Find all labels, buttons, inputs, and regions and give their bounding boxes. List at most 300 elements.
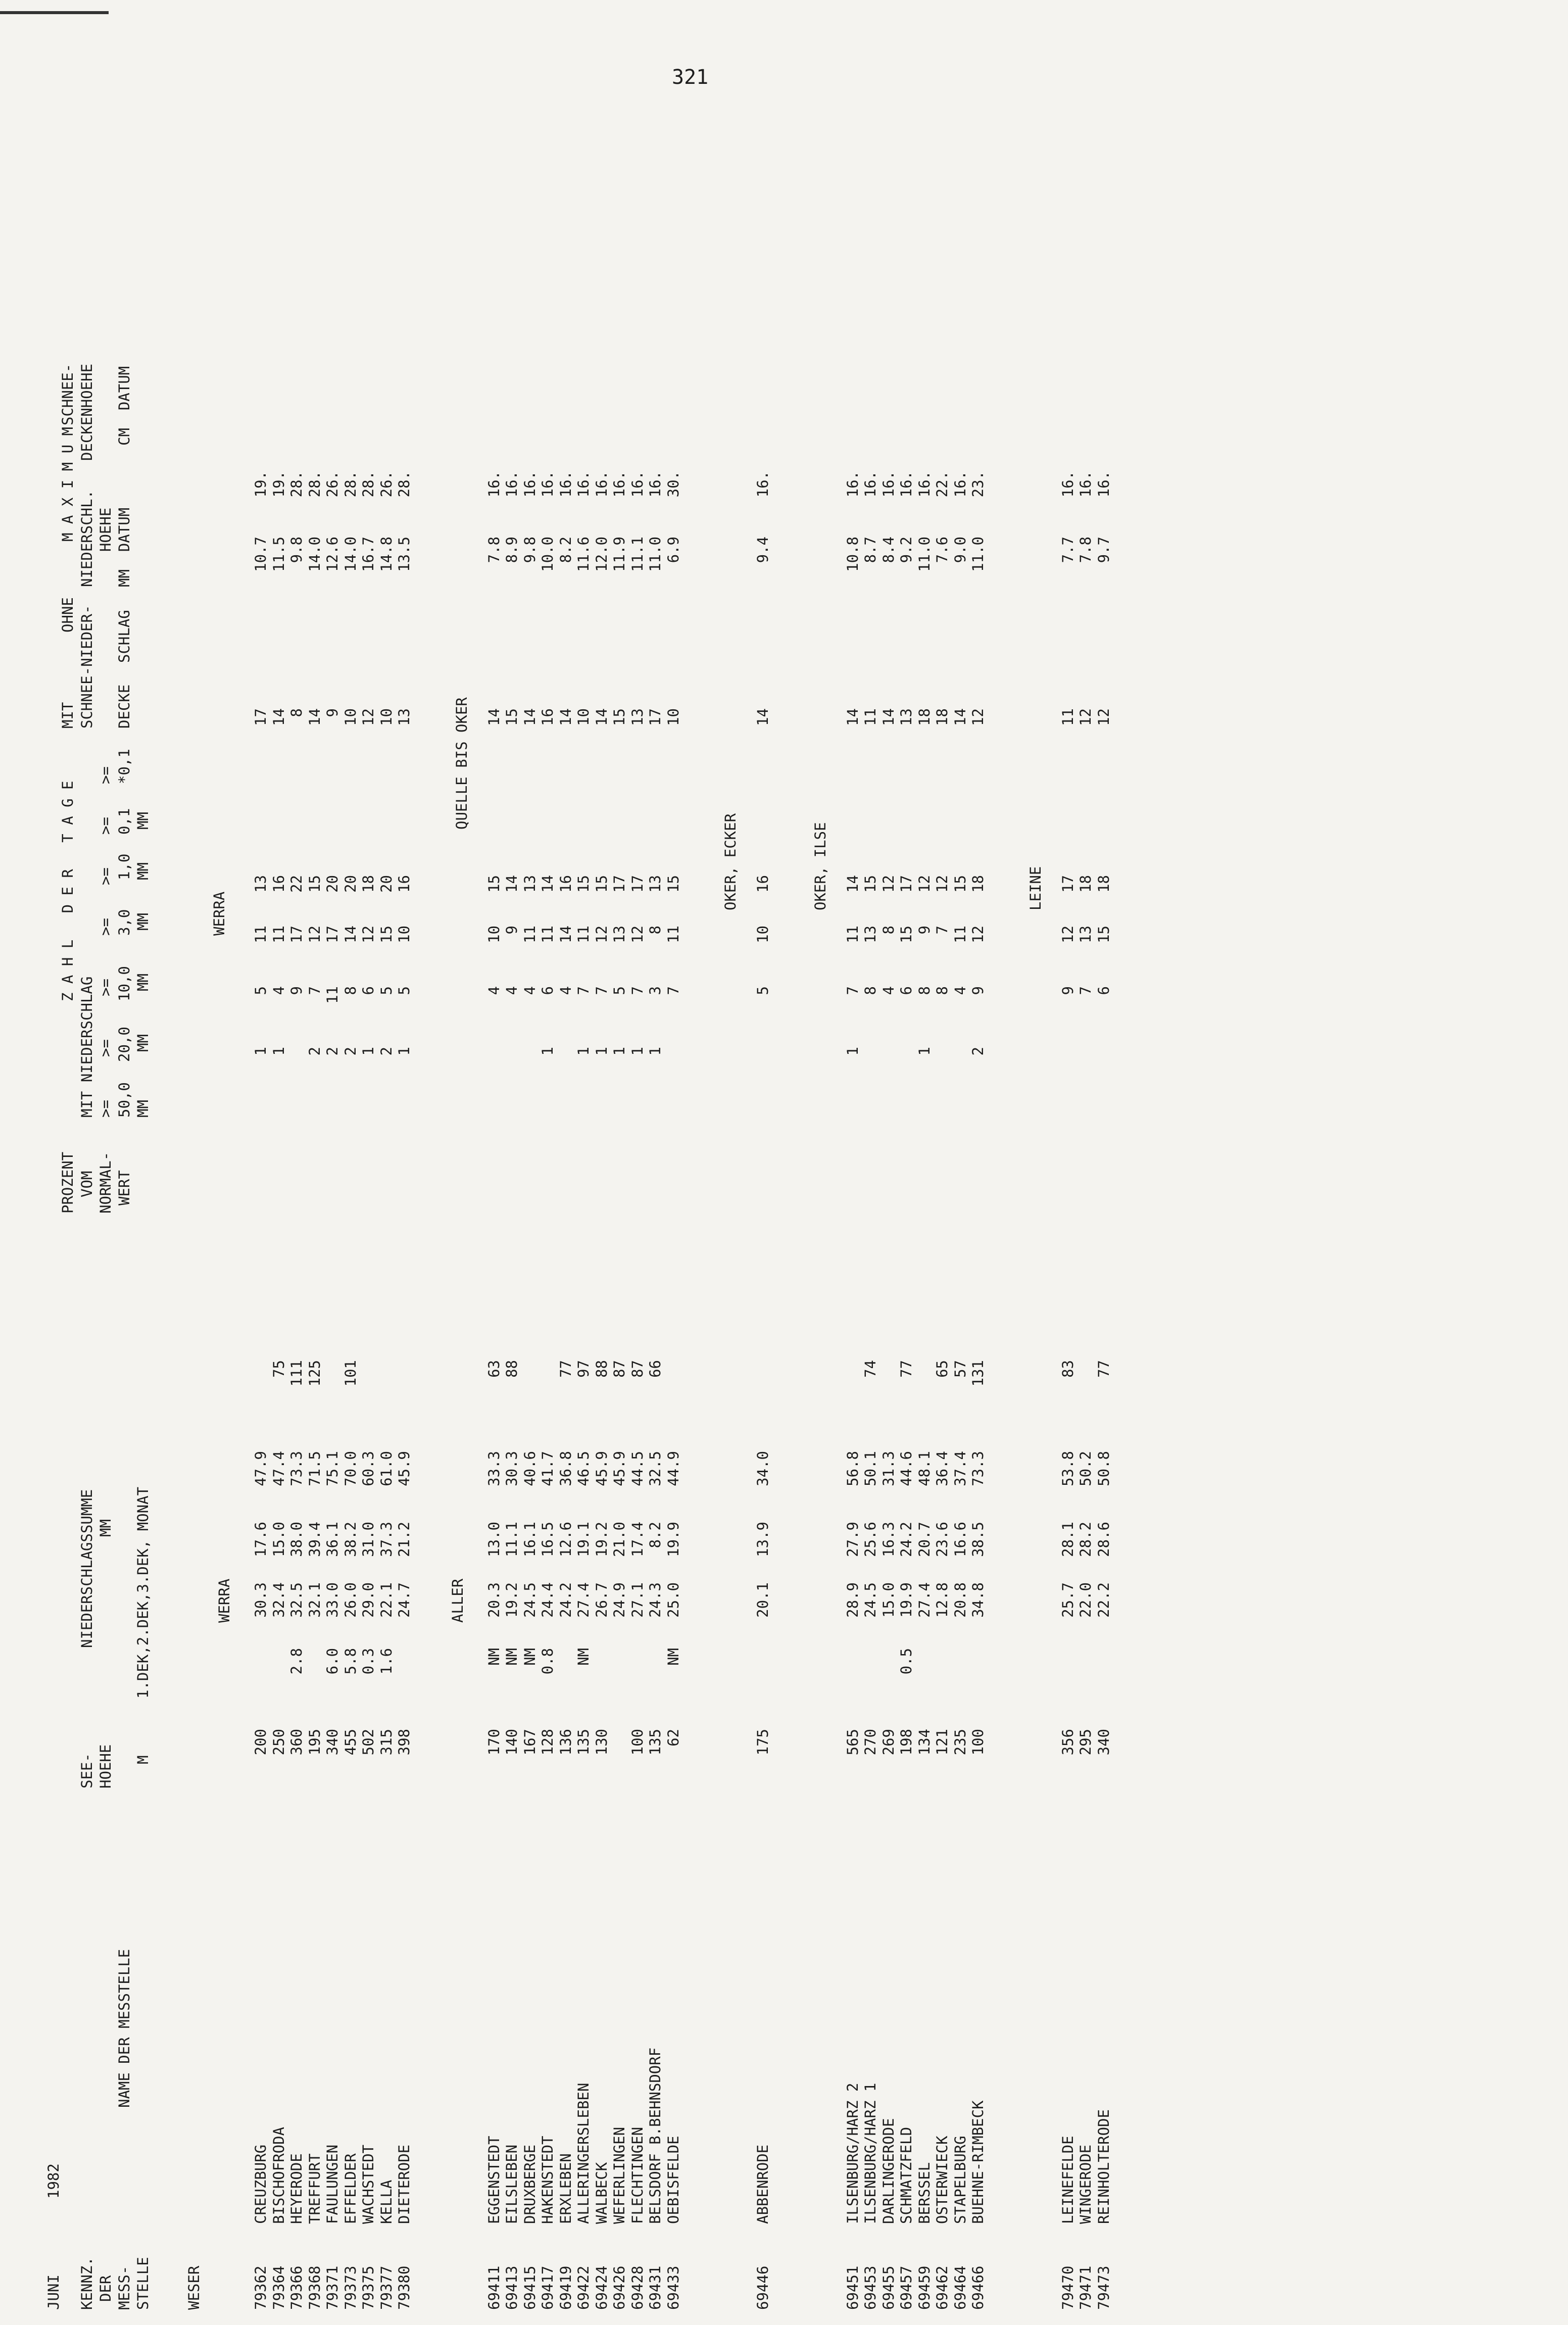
cell-ohne-schnee: 18 [934, 708, 951, 726]
prozent-header-3: NORMAL- [97, 1151, 114, 1214]
cell-max-mm: 8.4 [879, 537, 897, 563]
cell-ge1: 17 [1059, 875, 1076, 893]
cell-max-mm: 9.7 [1095, 537, 1112, 563]
cell-see-hoehe: 140 [503, 1729, 520, 1756]
cell-dek3: 39.4 [306, 1522, 323, 1557]
cell-ohne-schnee: 12 [360, 708, 377, 726]
cell-ge3: 17 [288, 926, 305, 943]
threshold-op-5: >= [97, 867, 114, 885]
group-title: WERRA [216, 1578, 233, 1623]
max-schnee-header: SCHNEE- [59, 363, 76, 425]
cell-dek2: 30.3 [252, 1582, 269, 1618]
cell-monat: 61.0 [377, 1451, 395, 1486]
cell-ge10: 8 [341, 986, 359, 995]
cell-monat: 47.9 [252, 1451, 269, 1486]
cell-ge3: 13 [862, 926, 879, 943]
year-label: 1982 [45, 2163, 62, 2199]
kennz-header-4: STELLE [134, 2257, 152, 2310]
niederschlag-header-1: NIEDERSCHLAGSSUMME [78, 1489, 95, 1648]
cell-see-hoehe: 340 [324, 1729, 341, 1756]
cell-see-hoehe: 198 [898, 1729, 915, 1756]
cell-ge3: 17 [324, 926, 341, 943]
cell-ohne-schnee: 13 [898, 708, 915, 726]
cell-dek2: 22.2 [1095, 1582, 1112, 1618]
cell-dek3: 23.6 [934, 1522, 951, 1557]
cell-ge10: 6 [360, 986, 377, 995]
cell-prozent: 77 [1095, 1360, 1112, 1378]
cell-ge1: 20 [377, 875, 395, 893]
cell-ge1: 15 [951, 875, 969, 893]
cell-dek3: 21.2 [396, 1522, 413, 1557]
see-header-2: HOEHE [97, 1744, 114, 1788]
cell-dek3: 19.1 [575, 1522, 592, 1557]
cell-ge10: 4 [879, 986, 897, 995]
threshold-op-3: >= [97, 979, 114, 996]
cell-ge10: 8 [862, 986, 879, 995]
cell-ge20: 2 [969, 1047, 987, 1056]
cell-kennz: 79364 [270, 2265, 287, 2310]
cell-ge1: 13 [647, 875, 664, 893]
cell-max-datum: 16. [879, 471, 897, 498]
cell-max-datum: 16. [503, 471, 520, 498]
cell-max-mm: 9.8 [288, 537, 305, 563]
cell-kennz: 79371 [324, 2265, 341, 2310]
cell-max-datum: 16. [539, 471, 556, 498]
cell-ge1: 14 [503, 875, 520, 893]
cell-prozent: 125 [306, 1360, 323, 1387]
cell-name: BUEHNE-RIMBECK [969, 2100, 987, 2224]
cell-dek2: 26.7 [593, 1582, 610, 1618]
cell-dek1: 0.8 [539, 1648, 556, 1675]
cell-ge1: 15 [485, 875, 503, 893]
threshold-unit-6: MM [134, 812, 152, 830]
cell-name: WALBECK [593, 2162, 610, 2224]
cell-see-hoehe: 356 [1059, 1729, 1076, 1756]
cell-ohne-schnee: 14 [306, 708, 323, 726]
cell-prozent: 87 [611, 1360, 628, 1378]
cell-see-hoehe: 340 [1095, 1729, 1112, 1756]
cell-kennz: 69446 [754, 2265, 771, 2310]
cell-monat: 50.1 [862, 1451, 879, 1486]
cell-name: EFFELDER [341, 2153, 359, 2224]
cell-dek2: 20.3 [485, 1582, 503, 1618]
cell-monat: 44.9 [664, 1451, 682, 1486]
cell-name: BELSDORF B.BEHNSDORF [647, 2047, 664, 2224]
cell-max-datum: 16. [575, 471, 592, 498]
cell-ge1: 18 [1095, 875, 1112, 893]
max-cm-datum-header: CM DATUM [116, 366, 133, 446]
cell-ge3: 10 [396, 926, 413, 943]
cell-ge10: 4 [557, 986, 574, 995]
cell-monat: 30.3 [503, 1451, 520, 1486]
cell-ge10: 8 [934, 986, 951, 995]
cell-ohne-schnee: 11 [1059, 708, 1076, 726]
cell-prozent: 57 [951, 1360, 969, 1378]
cell-dek3: 25.6 [862, 1522, 879, 1557]
cell-ge3: 11 [844, 926, 861, 943]
cell-dek3: 19.2 [593, 1522, 610, 1557]
cell-max-mm: 11.0 [915, 537, 933, 572]
cell-max-datum: 26. [377, 471, 395, 498]
cell-ge1: 14 [539, 875, 556, 893]
cell-dek3: 12.6 [557, 1522, 574, 1557]
cell-monat: 46.5 [575, 1451, 592, 1486]
cell-see-hoehe: 134 [915, 1729, 933, 1756]
cell-dek3: 13.9 [754, 1522, 771, 1557]
threshold-value-6: 0,1 [116, 808, 133, 835]
subgroup-title: QUELLE BIS OKER [453, 697, 470, 830]
cell-see-hoehe: 167 [521, 1729, 538, 1756]
cell-name: SCHMATZFELD [898, 2126, 915, 2224]
cell-dek1: 6.0 [324, 1648, 341, 1675]
cell-dek1: 0.3 [360, 1648, 377, 1675]
cell-ge20: 1 [360, 1047, 377, 1056]
cell-ge1: 22 [288, 875, 305, 893]
cell-ge3: 7 [934, 926, 951, 935]
cell-see-hoehe: 235 [951, 1729, 969, 1756]
prozent-header-1: PROZENT [59, 1151, 76, 1214]
threshold-value-2: 20,0 [116, 1027, 133, 1062]
cell-name: OEBISFELDE [664, 2136, 682, 2224]
cell-name: BISCHOFRODA [270, 2126, 287, 2224]
cell-dek1: 0.5 [898, 1648, 915, 1675]
cell-monat: 44.6 [898, 1451, 915, 1486]
cell-ge1: 12 [879, 875, 897, 893]
cell-dek3: 16.6 [951, 1522, 969, 1557]
decke-header: DECKE [116, 684, 133, 729]
cell-ge1: 15 [306, 875, 323, 893]
cell-name: DARLINGERODE [879, 2118, 897, 2224]
cell-name: DRUXBERGE [521, 2144, 538, 2224]
cell-name: HEYERODE [288, 2153, 305, 2224]
cell-ge10: 6 [1095, 986, 1112, 995]
cell-ge3: 13 [1077, 926, 1094, 943]
cell-dek3: 16.5 [539, 1522, 556, 1557]
cell-dek2: 24.2 [557, 1582, 574, 1618]
cell-monat: 45.9 [396, 1451, 413, 1486]
cell-max-mm: 14.8 [377, 537, 395, 572]
cell-prozent: 75 [270, 1360, 287, 1378]
cell-monat: 53.8 [1059, 1451, 1076, 1486]
cell-name: STAPELBURG [951, 2136, 969, 2224]
cell-ge3: 15 [1095, 926, 1112, 943]
cell-monat: 50.2 [1077, 1451, 1094, 1486]
cell-dek2: 12.8 [934, 1582, 951, 1618]
cell-ge1: 13 [252, 875, 269, 893]
cell-dek1: 5.8 [341, 1648, 359, 1675]
threshold-value-3: 10,0 [116, 966, 133, 1001]
cell-monat: 45.9 [593, 1451, 610, 1486]
cell-prozent: 131 [969, 1360, 987, 1387]
cell-monat: 70.0 [341, 1451, 359, 1486]
max-niederschl-header: NIEDERSCHL. [78, 490, 95, 587]
cell-max-datum: 16. [1059, 471, 1076, 498]
cell-monat: 36.4 [934, 1451, 951, 1486]
cell-dek2: 34.8 [969, 1582, 987, 1618]
see-header-3: M [134, 1755, 152, 1764]
cell-ge20: 1 [915, 1047, 933, 1056]
cell-kennz: 79380 [396, 2265, 413, 2310]
cell-monat: 73.3 [969, 1451, 987, 1486]
cell-ge3: 15 [377, 926, 395, 943]
cell-dek3: 38.2 [341, 1522, 359, 1557]
niederschlag-header-2: MM [97, 1519, 114, 1537]
cell-ohne-schnee: 14 [485, 708, 503, 726]
threshold-op-2: >= [97, 1039, 114, 1057]
cell-ge1: 18 [969, 875, 987, 893]
ohne-header: OHNE [59, 597, 76, 633]
cell-max-mm: 7.6 [934, 537, 951, 563]
cell-ge1: 16 [270, 875, 287, 893]
group-title: ALLER [449, 1578, 466, 1623]
cell-ohne-schnee: 10 [664, 708, 682, 726]
cell-prozent: 88 [593, 1360, 610, 1378]
cell-dek2: 19.2 [503, 1582, 520, 1618]
cell-monat: 45.9 [611, 1451, 628, 1486]
cell-kennz: 79473 [1095, 2265, 1112, 2310]
cell-see-hoehe: 121 [934, 1729, 951, 1756]
cell-dek1: NM [664, 1648, 682, 1666]
cell-max-datum: 16. [611, 471, 628, 498]
cell-monat: 48.1 [915, 1451, 933, 1486]
name-header: NAME DER MESSTELLE [116, 1949, 133, 2108]
cell-ohne-schnee: 11 [862, 708, 879, 726]
threshold-op-7: >= [97, 766, 114, 784]
cell-prozent: 88 [503, 1360, 520, 1378]
cell-ge3: 10 [754, 926, 771, 943]
threshold-value-5: 1,0 [116, 853, 133, 880]
cell-kennz: 69422 [575, 2265, 592, 2310]
cell-ohne-schnee: 17 [252, 708, 269, 726]
zahl-header: Z A H L D E R T A G E [59, 781, 76, 1001]
cell-name: EGGENSTEDT [485, 2136, 503, 2224]
cell-ohne-schnee: 14 [270, 708, 287, 726]
cell-max-datum: 16. [521, 471, 538, 498]
cell-max-mm: 7.8 [1077, 537, 1094, 563]
cell-ge20: 1 [611, 1047, 628, 1056]
cell-ohne-schnee: 18 [915, 708, 933, 726]
cell-ge20: 1 [575, 1047, 592, 1056]
cell-dek2: 20.1 [754, 1582, 771, 1618]
cell-ge20: 2 [341, 1047, 359, 1056]
cell-kennz: 69457 [898, 2265, 915, 2310]
cell-dek1: 1.6 [377, 1648, 395, 1675]
cell-name: CREUZBURG [252, 2144, 269, 2224]
cell-ge20: 2 [306, 1047, 323, 1056]
cell-ge10: 4 [951, 986, 969, 995]
cell-ge1: 15 [575, 875, 592, 893]
cell-ohne-schnee: 10 [377, 708, 395, 726]
cell-max-mm: 9.0 [951, 537, 969, 563]
cell-prozent: 77 [898, 1360, 915, 1378]
cell-see-hoehe: 62 [664, 1729, 682, 1747]
cell-ohne-schnee: 9 [324, 708, 341, 717]
cell-max-datum: 28. [288, 471, 305, 498]
cell-ge3: 11 [575, 926, 592, 943]
prozent-header-2: VOM [78, 1171, 95, 1197]
cell-ge3: 13 [611, 926, 628, 943]
cell-max-mm: 8.7 [862, 537, 879, 563]
cell-dek2: 24.4 [539, 1582, 556, 1618]
cell-see-hoehe: 128 [539, 1729, 556, 1756]
cell-ge10: 8 [915, 986, 933, 995]
max-deckenhoehe-header: DECKENHOEHE [78, 363, 95, 461]
cell-monat: 47.4 [270, 1451, 287, 1486]
cell-prozent: 63 [485, 1360, 503, 1378]
cell-kennz: 69424 [593, 2265, 610, 2310]
cell-name: ILSENBURG/HARZ 1 [862, 2082, 879, 2224]
cell-dek3: 19.9 [664, 1522, 682, 1557]
cell-kennz: 79373 [341, 2265, 359, 2310]
cell-ge1: 17 [611, 875, 628, 893]
cell-dek3: 28.1 [1059, 1522, 1076, 1557]
cell-monat: 75.1 [324, 1451, 341, 1486]
cell-name: FLECHTINGEN [628, 2126, 646, 2224]
cell-ge3: 11 [270, 926, 287, 943]
cell-see-hoehe: 398 [396, 1729, 413, 1756]
cell-ge3: 10 [485, 926, 503, 943]
cell-monat: 31.3 [879, 1451, 897, 1486]
threshold-op-4: >= [97, 918, 114, 936]
cell-max-datum: 16. [593, 471, 610, 498]
cell-kennz: 69431 [647, 2265, 664, 2310]
cell-ge10: 6 [539, 986, 556, 995]
cell-name: REINHOLTERODE [1095, 2109, 1112, 2224]
cell-max-mm: 8.9 [503, 537, 520, 563]
cell-ohne-schnee: 15 [611, 708, 628, 726]
cell-name: FAULUNGEN [324, 2144, 341, 2224]
cell-kennz: 79362 [252, 2265, 269, 2310]
cell-see-hoehe: 315 [377, 1729, 395, 1756]
cell-monat: 50.8 [1095, 1451, 1112, 1486]
cell-dek2: 24.5 [862, 1582, 879, 1618]
cell-kennz: 69411 [485, 2265, 503, 2310]
cell-kennz: 69455 [879, 2265, 897, 2310]
cell-max-datum: 16. [647, 471, 664, 498]
cell-max-mm: 10.8 [844, 537, 861, 572]
cell-ge1: 20 [341, 875, 359, 893]
cell-dek1: NM [485, 1648, 503, 1666]
cell-dek3: 17.6 [252, 1522, 269, 1557]
cell-ge20: 1 [539, 1047, 556, 1056]
cell-dek2: 22.1 [377, 1582, 395, 1618]
cell-ge3: 11 [951, 926, 969, 943]
cell-ge10: 7 [1077, 986, 1094, 995]
threshold-op-6: >= [97, 817, 114, 835]
subgroup-title: OKER, ILSE [811, 822, 829, 910]
cell-ge10: 7 [844, 986, 861, 995]
cell-prozent: 87 [628, 1360, 646, 1378]
cell-prozent: 66 [647, 1360, 664, 1378]
cell-name: WEFERLINGEN [611, 2126, 628, 2224]
cell-monat: 44.5 [628, 1451, 646, 1486]
cell-prozent: 97 [575, 1360, 592, 1378]
cell-ohne-schnee: 8 [288, 708, 305, 717]
subgroup-title: OKER, ECKER [722, 813, 739, 910]
cell-max-datum: 16. [915, 471, 933, 498]
cell-dek3: 38.5 [969, 1522, 987, 1557]
cell-ge1: 17 [628, 875, 646, 893]
cell-ge1: 18 [360, 875, 377, 893]
cell-see-hoehe: 135 [575, 1729, 592, 1756]
cell-prozent: 74 [862, 1360, 879, 1378]
cell-kennz: 69433 [664, 2265, 682, 2310]
cell-dek2: 29.0 [360, 1582, 377, 1618]
threshold-op-1: >= [97, 1100, 114, 1118]
see-header-1: SEE- [78, 1753, 95, 1788]
cell-kennz: 69466 [969, 2265, 987, 2310]
subgroup-title: WERRA [211, 891, 228, 936]
cell-name: HAKENSTEDT [539, 2136, 556, 2224]
cell-ge3: 12 [593, 926, 610, 943]
cell-kennz: 79470 [1059, 2265, 1076, 2310]
cell-dek2: 27.4 [575, 1582, 592, 1618]
cell-max-datum: 16. [862, 471, 879, 498]
cell-dek2: 33.0 [324, 1582, 341, 1618]
cell-max-datum: 16. [898, 471, 915, 498]
cell-ge3: 11 [521, 926, 538, 943]
cell-dek2: 19.9 [898, 1582, 915, 1618]
cell-ge20: 2 [324, 1047, 341, 1056]
cell-ge10: 11 [324, 986, 341, 1004]
kennz-header-3: MESS- [116, 2265, 133, 2310]
cell-ge3: 9 [503, 926, 520, 935]
cell-ge10: 5 [611, 986, 628, 995]
cell-kennz: 69426 [611, 2265, 628, 2310]
cell-monat: 73.3 [288, 1451, 305, 1486]
threshold-unit-2: MM [134, 1034, 152, 1052]
cell-see-hoehe: 269 [879, 1729, 897, 1756]
cell-ge10: 9 [1059, 986, 1076, 995]
cell-ge1: 15 [593, 875, 610, 893]
cell-ge1: 16 [557, 875, 574, 893]
cell-ge20: 1 [396, 1047, 413, 1056]
threshold-unit-3: MM [134, 974, 152, 991]
cell-name: ILSENBURG/HARZ 2 [844, 2082, 861, 2224]
cell-dek3: 36.1 [324, 1522, 341, 1557]
cell-monat: 34.0 [754, 1451, 771, 1486]
max-mm-datum-header: MM DATUM [116, 507, 133, 587]
cell-dek3: 27.9 [844, 1522, 861, 1557]
threshold-unit-5: MM [134, 862, 152, 880]
cell-dek2: 20.8 [951, 1582, 969, 1618]
cell-ge3: 12 [1059, 926, 1076, 943]
cell-ge10: 3 [647, 986, 664, 995]
cell-ohne-schnee: 14 [951, 708, 969, 726]
mit-header: MIT [59, 702, 76, 729]
cell-dek2: 26.0 [341, 1582, 359, 1618]
cell-max-mm: 12.6 [324, 537, 341, 572]
cell-see-hoehe: 502 [360, 1729, 377, 1756]
cell-ohne-schnee: 14 [557, 708, 574, 726]
cell-ohne-schnee: 13 [628, 708, 646, 726]
cell-name: LEINEFELDE [1059, 2136, 1076, 2224]
cell-dek2: 27.1 [628, 1582, 646, 1618]
schlag-header: SCHLAG [116, 610, 133, 663]
cell-ohne-schnee: 12 [1077, 708, 1094, 726]
cell-max-mm: 9.2 [898, 537, 915, 563]
kennz-header-1: KENNZ. [78, 2257, 95, 2310]
cell-ge10: 7 [628, 986, 646, 995]
cell-ohne-schnee: 16 [539, 708, 556, 726]
cell-dek2: 25.7 [1059, 1582, 1076, 1618]
cell-max-mm: 10.0 [539, 537, 556, 572]
cell-max-datum: 28. [360, 471, 377, 498]
cell-ge3: 14 [341, 926, 359, 943]
cell-max-mm: 11.9 [611, 537, 628, 572]
cell-ohne-schnee: 17 [647, 708, 664, 726]
cell-ohne-schnee: 14 [844, 708, 861, 726]
